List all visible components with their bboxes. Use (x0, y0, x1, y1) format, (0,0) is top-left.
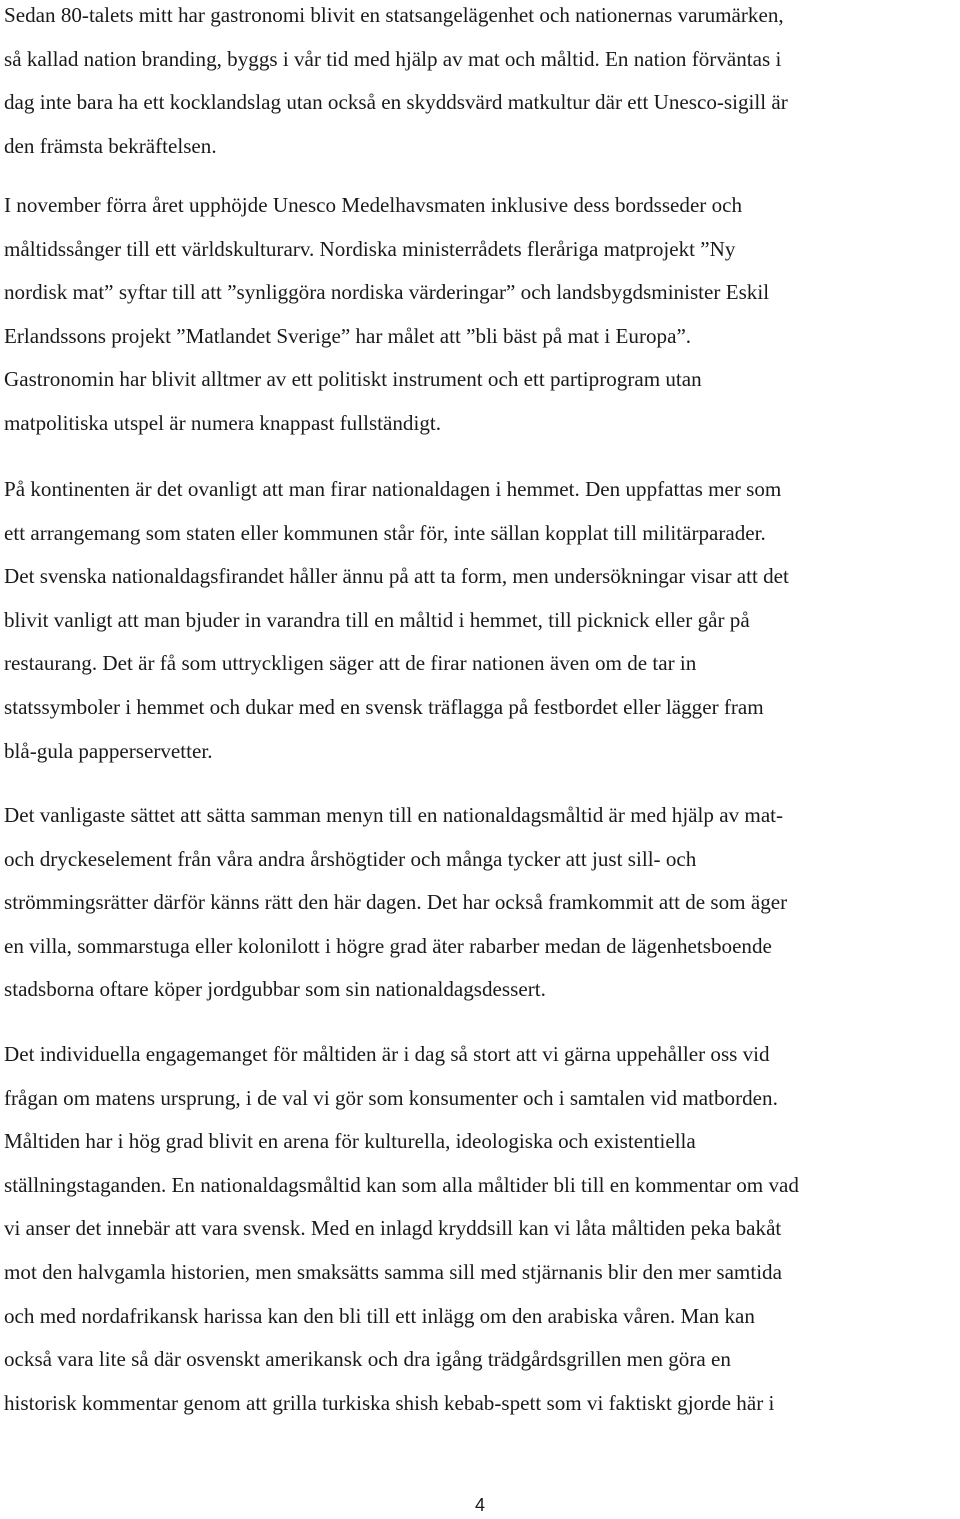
text-line: blivit vanligt att man bjuder in varandra till en måltid i hemmet, till picknick eller går på (4, 607, 750, 632)
text-line: frågan om matens ursprung, i de val vi gör som konsumenter och i samtalen vid matborden. (4, 1085, 778, 1110)
text-line: stadsborna oftare köper jordgubbar som sin nationaldagsdessert. (4, 977, 546, 1002)
text-line: Det vanligaste sättet att sätta samman menyn till en nationaldagsmåltid är med hjälp av mat- (4, 803, 784, 827)
text-line: nordisk mat” syftar till att ”synliggöra nordiska värderingar” och landsbygdsminister Eskil (4, 280, 770, 305)
text-line: I november förra året upphöjde Unesco Medelhavsmaten inklusive dess bordsseder och (4, 193, 743, 217)
text-line: strömmingsrätter därför känns rätt den här dagen. Det har också framkommit att de som äger (4, 890, 788, 915)
text-line: restaurang. Det är få som uttryckligen säger att de firar nationen även om de tar in (4, 651, 697, 676)
page-number: 4 (474, 1495, 485, 1515)
paragraph-engagement (4, 1033, 799, 1425)
paragraph-unesco (4, 184, 769, 446)
text-line: statssymboler i hemmet och dukar med en svensk träflagga på festbordet eller lägger fram (4, 694, 764, 719)
text-line: den främsta bekräftelsen. (4, 133, 217, 158)
text-line: Gastronomin har blivit alltmer av ett politiskt instrument och ett partiprogram utan (4, 367, 702, 392)
text-line: historisk kommentar genom att grilla turkiska shish kebab-spett som vi faktiskt gjorde här i (4, 1390, 775, 1415)
text-line: och dryckeselement från våra andra årshögtider och många tycker att just sill- och (4, 846, 697, 871)
text-line: Måltiden har i hög grad blivit en arena för kulturella, ideologiska och existentiella (4, 1129, 696, 1154)
text-line: matpolitiska utspel är numera knappast fullständigt. (4, 410, 442, 435)
text-line: Det individuella engagemanget för måltiden är i dag så stort att vi gärna uppehåller oss vid (4, 1042, 770, 1066)
text-line: vi anser det innebär att vara svensk. Med en inlagd kryddsill kan vi låta måltiden peka bakåt (4, 1216, 782, 1241)
paragraph-nation-branding (4, 0, 788, 168)
text-line: blå-gula papperservetter. (4, 738, 213, 763)
text-line: dag inte bara ha ett kocklandslag utan också en skyddsvärd matkultur där ett Unesco-sigill är (4, 90, 788, 115)
paragraph-menu (4, 794, 787, 1012)
text-line: måltidssånger till ett världskulturarv. Nordiska ministerrådets fleråriga matprojekt ”Ny (4, 236, 736, 261)
text-line: På kontinenten är det ovanligt att man firar nationaldagen i hemmet. Den uppfattas mer som (4, 477, 782, 501)
text-line: och med nordafrikansk harissa kan den bli till ett inlägg om den arabiska våren. Man kan (4, 1303, 755, 1328)
text-line: ett arrangemang som staten eller kommunen står för, inte sällan kopplat till militärparader. (4, 520, 766, 545)
text-line: Erlandssons projekt ”Matlandet Sverige” har målet att ”bli bäst på mat i Europa”. (4, 323, 692, 348)
text-line: mot den halvgamla historien, men smaksätts samma sill med stjärnanis blir den mer samtida (4, 1259, 782, 1284)
text-line: Det svenska nationaldagsfirandet håller ännu på att ta form, men undersökningar visar att det (4, 564, 789, 589)
text-line: så kallad nation branding, byggs i vår tid med hjälp av mat och måltid. En nation förväntas i (4, 46, 782, 71)
text-line: en villa, sommarstuga eller kolonilott i högre grad äter rabarber medan de lägenhetsboende (4, 933, 772, 958)
text-line: också vara lite så där osvenskt amerikansk och dra igång trädgårdsgrillen men göra en (4, 1347, 731, 1372)
text-line: ställningstaganden. En nationaldagsmåltid kan som alla måltider bli till en kommentar om vad (4, 1172, 799, 1197)
paragraph-national-day (4, 468, 789, 773)
text-line: Sedan 80-talets mitt har gastronomi blivit en statsangelägenhet och nationernas varumärken, (4, 3, 784, 27)
